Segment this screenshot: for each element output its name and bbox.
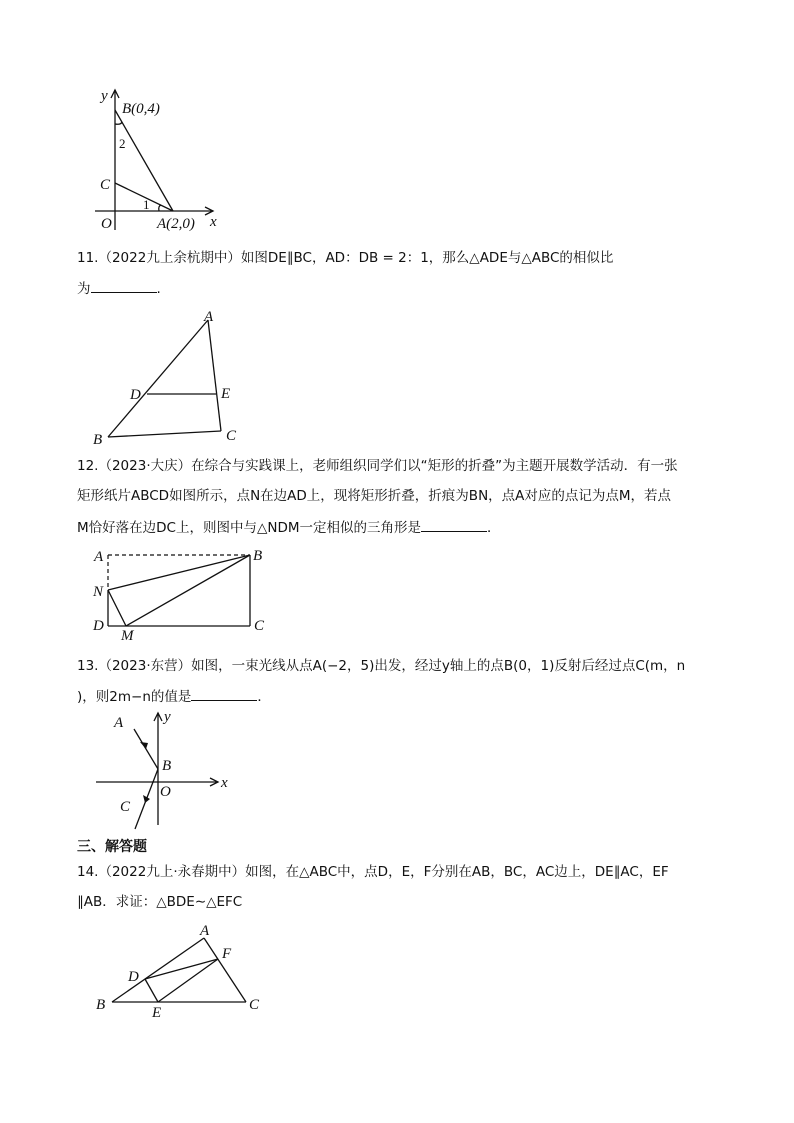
label-point-c: C <box>120 799 131 815</box>
ray-ab-arrowhead <box>140 742 148 749</box>
label-point-a: A <box>94 549 104 565</box>
segment-mb <box>126 555 250 626</box>
figure-light-reflection-svg <box>90 707 240 832</box>
segment-ab <box>112 938 204 1002</box>
label-point-a: A <box>204 309 214 325</box>
question-13-line-2 <box>77 686 271 707</box>
label-point-b: B <box>93 432 103 448</box>
figure-coordinate-triangle-svg <box>85 82 235 232</box>
label-point-c: C <box>100 177 111 193</box>
question-11-line-2 <box>77 278 161 299</box>
label-point-b: B <box>253 548 263 564</box>
angle-1-arc <box>159 205 161 211</box>
label-point-a: A(2,0) <box>157 216 195 232</box>
label-x-axis: x <box>210 214 217 230</box>
answer-blank-12[interactable] <box>421 517 487 532</box>
segment-ac <box>208 320 221 431</box>
label-point-a: A <box>114 715 124 731</box>
label-angle-2: 2 <box>119 136 126 151</box>
segment-ef <box>158 959 218 1002</box>
segment-nb <box>108 555 250 590</box>
figure-triangle-parallel-svg <box>90 306 250 446</box>
question-12-line-1: 12.（2023·大庆）在综合与实践课上，老师组织同学们以“矩形的折叠”为主题开展数学活动．有一张 <box>77 458 678 474</box>
segment-df <box>145 959 218 979</box>
label-origin-o: O <box>160 784 171 800</box>
question-13-line-1: 13.（2023·东营）如图，一束光线从点A(−2，5)出发，经过y轴上的点B(0，1)反射后经过点C(m，n <box>77 658 686 674</box>
answer-blank-13[interactable] <box>191 686 257 701</box>
label-point-e: E <box>152 1005 162 1021</box>
label-x-axis: x <box>221 775 228 791</box>
angle-2-arc <box>115 122 122 124</box>
question-14-line-2: ∥AB．求证：△BDE∼△EFC <box>77 894 243 910</box>
figure-light-reflection <box>90 707 240 832</box>
label-point-b: B(0,4) <box>122 101 160 117</box>
label-y-axis: y <box>101 88 108 104</box>
question-11-prefix: 为 <box>77 281 91 297</box>
label-y-axis: y <box>164 709 171 725</box>
answer-blank-11[interactable] <box>91 278 157 293</box>
figure-rectangle-fold <box>88 544 278 644</box>
label-point-n: N <box>93 584 104 600</box>
label-point-d: D <box>93 618 104 634</box>
question-12-line-2: 矩形纸片ABCD如图所示，点N在边AD上，现将矩形折叠，折痕为BN，点A对应的点记为点M，若点 <box>77 488 672 504</box>
label-point-c: C <box>254 618 265 634</box>
figure-triangle-parallelogram-svg <box>92 918 272 1023</box>
figure-coordinate-triangle <box>85 82 235 232</box>
label-angle-1: 1 <box>143 197 150 212</box>
segment-ba <box>115 110 173 211</box>
label-point-b: B <box>96 997 106 1013</box>
segment-de <box>145 979 158 1002</box>
label-point-m: M <box>121 628 134 644</box>
segment-bc <box>108 431 221 437</box>
label-point-d: D <box>128 969 139 985</box>
label-origin-o: O <box>101 216 112 232</box>
question-13-prefix: )，则2m−n的值是 <box>77 689 192 705</box>
ray-bc-arrowhead <box>143 795 150 803</box>
question-12-suffix: ． <box>487 520 501 536</box>
question-12-prefix: M恰好落在边DC上，则图中与△NDM一定相似的三角形是 <box>77 520 421 536</box>
label-point-d: D <box>130 387 141 403</box>
question-14-line-1: 14.（2022九上·永春期中）如图，在△ABC中，点D，E，F分别在AB，BC，AC边上，DE∥AC，EF <box>77 864 669 880</box>
question-12-line-3 <box>77 517 501 538</box>
label-point-f: F <box>222 946 232 962</box>
label-point-c: C <box>249 997 260 1013</box>
label-point-a: A <box>200 923 210 939</box>
label-point-e: E <box>221 386 231 402</box>
figure-triangle-parallel <box>90 306 250 446</box>
section-title-answer-questions: 三、解答题 <box>77 839 147 855</box>
label-point-b: B <box>162 758 172 774</box>
segment-ab <box>108 320 208 437</box>
question-11-line-1: 11.（2022九上余杭期中）如图DE∥BC，AD：DB = 2：1，那么△ADE与△ABC的相似比 <box>77 250 614 266</box>
label-point-c: C <box>226 428 237 444</box>
question-11-suffix: . <box>156 281 161 297</box>
figure-triangle-parallelogram <box>92 918 272 1023</box>
segment-nm <box>108 590 126 626</box>
figure-rectangle-fold-svg <box>88 544 278 644</box>
question-13-suffix: ． <box>257 689 271 705</box>
